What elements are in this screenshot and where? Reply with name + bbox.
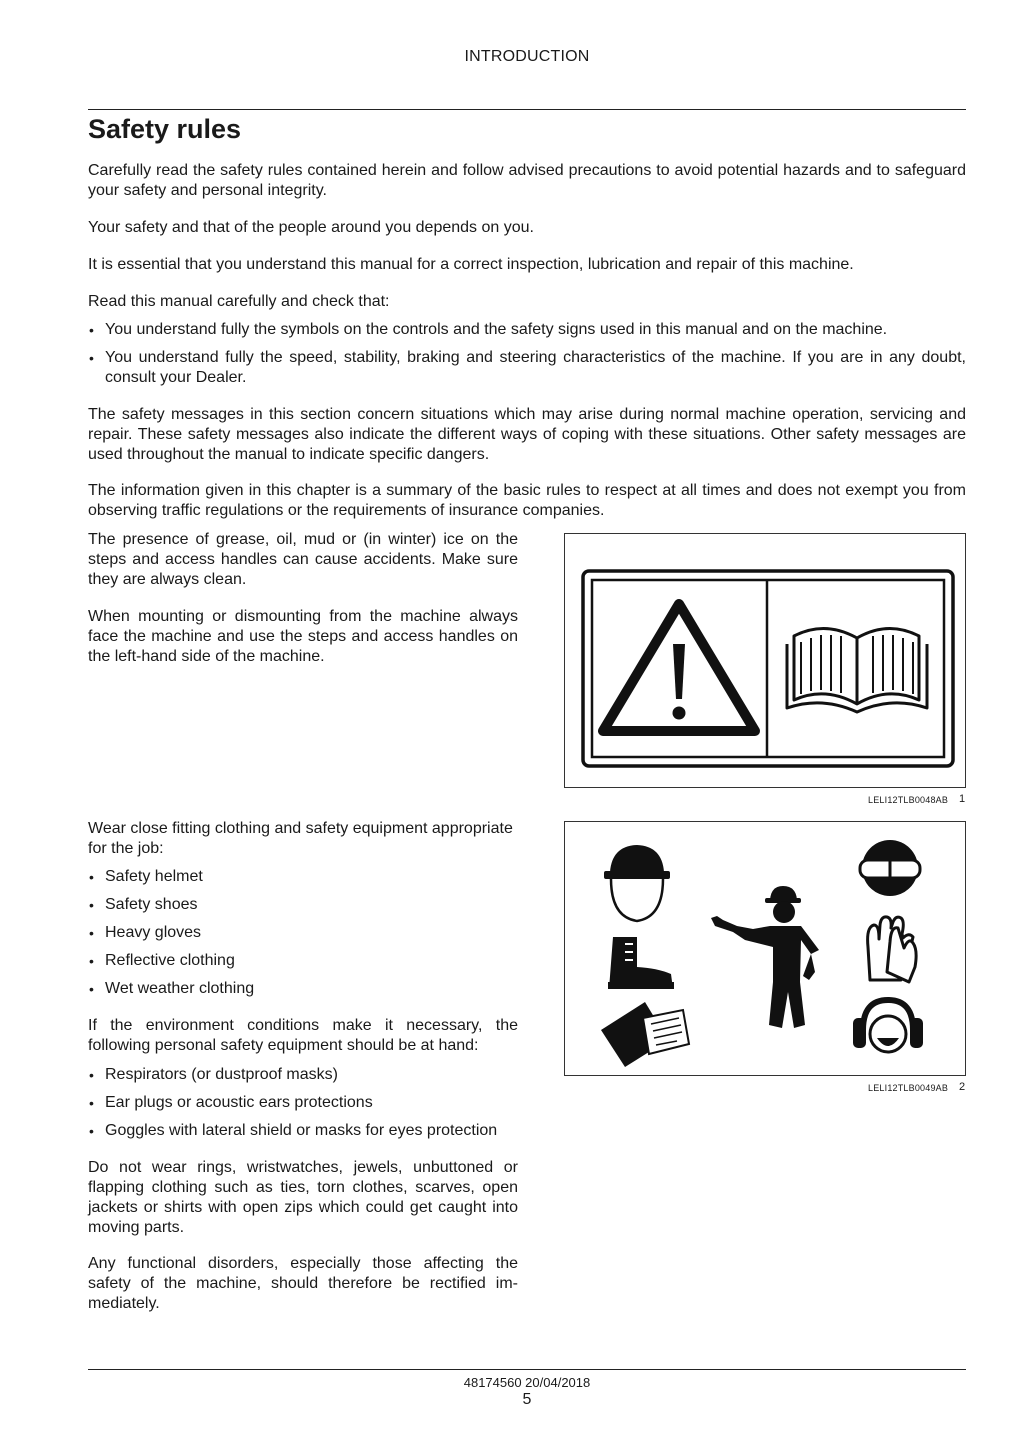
open-manual-icon <box>787 628 927 712</box>
header-rule <box>88 109 966 110</box>
figure-safety-sign <box>564 533 966 788</box>
list-item: • Goggles with lateral shield or masks for eyes protection <box>88 1121 518 1141</box>
figure-code: LELI12TLB0048AB <box>868 795 949 805</box>
intro-paragraph: Your safety and that of the people around you depends on you. <box>88 219 534 236</box>
list-item: • Reflective clothing <box>88 951 518 971</box>
figure-ppe <box>564 821 966 1076</box>
intro-paragraph: Carefully read the safety rules contained herein and follow advised precautions to avoid potential hazards and to safeguard your safety and personal integrity. <box>88 162 966 199</box>
clothing-warning: Do not wear rings, wristwatches, jewels, unbuttoned or flapping clothing such as ties, torn clothes, scarves, open jackets or shirts with open zips which could get caught into moving parts. <box>88 1159 518 1236</box>
messages-paragraph: The information given in this chapter is a summary of the basic rules to respect at all times and does not exempt you from observing traffic regulations or the requirements of insurance companies. <box>88 482 966 519</box>
list-item: • You understand fully the speed, stability, braking and steering characteristics of the machine. If you are in any doubt, consult your Dealer. <box>88 348 966 388</box>
running-header: INTRODUCTION <box>464 48 590 65</box>
list-item: • Respirators (or dustproof masks) <box>88 1065 518 1085</box>
document-reference: 48174560 20/04/2018 <box>463 1375 591 1390</box>
list-item: • Safety helmet <box>88 867 518 887</box>
safety-sign-graphic <box>565 534 965 787</box>
page-number: 5 <box>522 1391 532 1408</box>
ppe-graphic <box>565 822 965 1075</box>
figure-number: 2 <box>959 1081 966 1093</box>
environment-intro: If the environment conditions make it necessary, the following personal safety equipment should be at hand: <box>88 1017 518 1054</box>
boot-icon <box>608 937 674 989</box>
page-title: Safety rules <box>88 114 242 144</box>
intro-paragraph: Read this manual carefully and check that: <box>88 293 390 310</box>
list-item: • You understand fully the symbols on the controls and the safety signs used in this manual and on the machine. <box>88 320 966 340</box>
clothing-list <box>88 867 518 999</box>
gloves-icon <box>868 917 917 982</box>
messages-paragraph: The safety messages in this section concern situations which may arise during normal machine operation, servicing and repair. These safety messages also indicate the different ways of coping with these situations. Other safety messages are used throughout the manual to indicate specific dangers. <box>88 406 966 463</box>
list-item: • Wet weather clothing <box>88 979 518 999</box>
figure-code: LELI12TLB0049AB <box>868 1083 949 1093</box>
goggles-icon <box>860 840 920 896</box>
disorders-paragraph: Any functional disorders, especially those affecting the safety of the machine, should therefore be rectified im-mediately. <box>88 1255 518 1312</box>
clothing-intro: Wear close fitting clothing and safety equipment appropriate for the job: <box>88 820 513 857</box>
equipment-list <box>88 1065 518 1141</box>
helmet-icon <box>604 845 670 921</box>
list-item: • Safety shoes <box>88 895 518 915</box>
footer-rule <box>88 1369 966 1370</box>
figure-number: 1 <box>959 793 966 805</box>
list-item: • Heavy gloves <box>88 923 518 943</box>
worker-icon <box>711 886 819 1028</box>
intro-paragraph: It is essential that you understand this manual for a correct inspection, lubrication and repair of this machine. <box>88 256 854 273</box>
steps-paragraph: The presence of grease, oil, mud or (in winter) ice on the steps and access handles can cause accidents. Make sure they are always clean. <box>88 531 518 588</box>
check-list <box>88 320 966 388</box>
manual-icon <box>601 1002 689 1067</box>
list-item: • Ear plugs or acoustic ears protections <box>88 1093 518 1113</box>
ear-protection-icon <box>853 1000 923 1052</box>
steps-paragraph: When mounting or dismounting from the machine always face the machine and use the steps and access handles on the left-hand side of the machine. <box>88 608 518 665</box>
warning-triangle-icon <box>603 604 755 731</box>
